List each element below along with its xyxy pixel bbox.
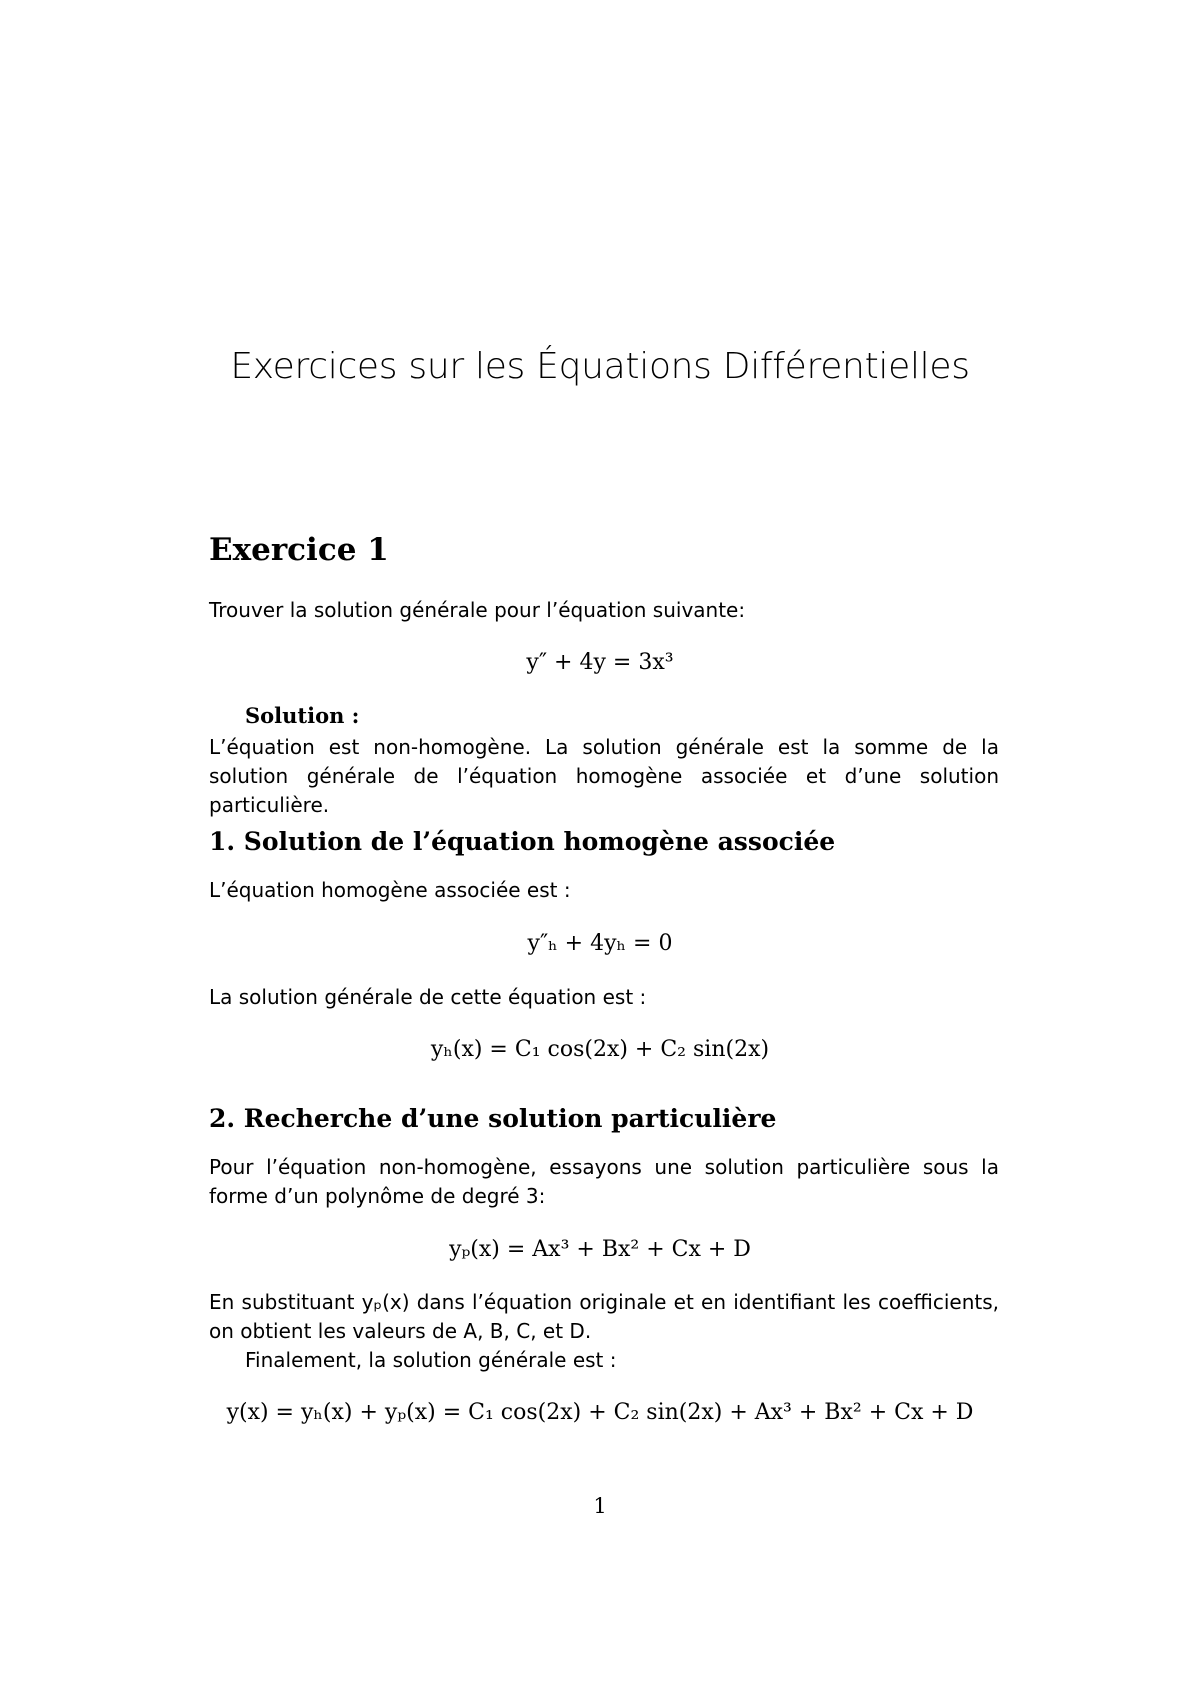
main-equation: y″ + 4y = 3x³ [526,650,674,675]
particular-solution-form: yₚ(x) = Ax³ + Bx² + Cx + D [449,1237,751,1262]
solution-label: Solution : [245,703,360,728]
exercise-prompt: Trouver la solution générale pour l’équation suivante: [209,598,746,622]
section1-heading: 1. Solution de l’équation homogène associée [209,827,836,856]
general-solution: y(x) = yₕ(x) + yₚ(x) = C₁ cos(2x) + C₂ sin(2x) + Ax³ + Bx² + Cx + D [226,1400,974,1425]
homogeneous-equation: y″ₕ + 4yₕ = 0 [527,931,673,956]
document-title: Exercices sur les Équations Différentielles [230,346,970,387]
section2-heading: 2. Recherche d’une solution particulière [209,1104,777,1133]
exercise-heading: Exercice 1 [209,532,389,568]
homogeneous-solution: yₕ(x) = C₁ cos(2x) + C₂ sin(2x) [430,1037,770,1062]
section1-text2: La solution générale de cette équation est : [209,985,647,1009]
solution-intro: L’équation est non-homogène. La solution générale est la somme de la solution générale de l’équation homogène associée et d’une solution particulière. [209,735,999,817]
section2-text1: Pour l’équation non-homogène, essayons une solution particulière sous la forme d’un polynôme de degré 3: [209,1155,999,1208]
section2-text3: Finalement, la solution générale est : [245,1348,617,1372]
page-number: 1 [593,1494,607,1518]
section2-text2: En substituant yₚ(x) dans l’équation originale et en identifiant les coefficients, on obtient les valeurs de A, B, C, et D. [209,1290,999,1343]
section1-text1: L’équation homogène associée est : [209,878,571,902]
